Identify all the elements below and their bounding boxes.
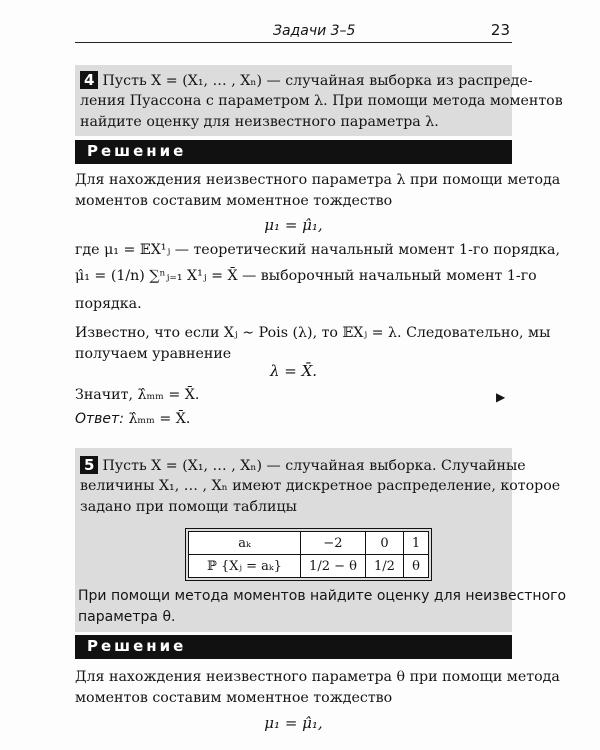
table-cell: ℙ {Xⱼ = aₖ}	[189, 555, 301, 578]
distribution-table	[188, 531, 429, 578]
table-cell: 1/2 − θ	[301, 555, 366, 578]
solution-4-answer	[75, 411, 190, 427]
table-cell: −2	[301, 532, 366, 555]
problem-4-line-2: ления Пуассона с параметром λ. При помощи метода моментов	[80, 93, 563, 109]
table-row	[189, 555, 429, 578]
problem-5-line-4: При помощи метода моментов найдите оценку для неизвестного	[78, 588, 567, 604]
solution-4-label: Решение	[87, 142, 187, 160]
solution-4-line-4: μ̂₁ = (1/n) ∑ⁿⱼ₌₁ X¹ⱼ = X̄ — выборочный начальный момент 1-го	[75, 268, 537, 284]
solution-4-line-1: Для нахождения неизвестного параметра λ при помощи метода	[75, 172, 561, 188]
table-cell: 1/2	[366, 555, 404, 578]
table-cell: aₖ	[189, 532, 301, 555]
header-title: Задачи 3–5	[273, 23, 356, 39]
solution-4-line-8: Значит, λ̂ₘₘ = X̄.	[75, 387, 200, 403]
solution-5-bar	[75, 635, 512, 659]
solution-4-line-6: Известно, что если Xⱼ ∼ Pois (λ), то 𝔼Xⱼ = λ. Следовательно, мы	[75, 325, 551, 341]
problem-5-line-1	[80, 456, 526, 474]
problem-4-number: 4	[80, 71, 98, 89]
problem-4-line-1	[80, 71, 533, 89]
page-number: 23	[490, 21, 510, 39]
solution-5-equation-1: μ₁ = μ̂₁,	[264, 714, 323, 732]
table-row	[189, 532, 429, 555]
end-of-solution-triangle-icon: ▶	[496, 390, 506, 404]
problem-4-line-3: найдите оценку для неизвестного параметра λ.	[80, 114, 439, 130]
problem-4-text-1: Пусть X = (X₁, … , Xₙ) — случайная выборка из распреде-	[102, 73, 533, 89]
solution-4-equation-1: μ₁ = μ̂₁,	[264, 216, 323, 234]
table-cell: 1	[403, 532, 428, 555]
problem-5-line-5: параметра θ.	[78, 609, 176, 625]
answer-value: λ̂ₘₘ = X̄.	[128, 411, 191, 427]
solution-4-line-5: порядка.	[75, 296, 142, 312]
problem-5-line-2: величины X₁, … , Xₙ имеют дискретное распределение, которое	[80, 478, 561, 494]
solution-4-equation-2: λ = X̄.	[269, 362, 318, 380]
answer-label: Ответ:	[75, 411, 124, 427]
header-rule	[75, 42, 512, 43]
solution-5-line-1: Для нахождения неизвестного параметра θ при помощи метода	[75, 669, 560, 685]
problem-5-number: 5	[80, 456, 98, 474]
running-header	[75, 20, 512, 40]
problem-5-text-1: Пусть X = (X₁, … , Xₙ) — случайная выборка. Случайные	[102, 458, 526, 474]
table-cell: 0	[366, 532, 404, 555]
table-cell: θ	[403, 555, 428, 578]
solution-4-line-7: получаем уравнение	[75, 346, 232, 362]
problem-5-line-3: задано при помощи таблицы	[80, 499, 297, 515]
solution-4-bar	[75, 140, 512, 164]
solution-5-line-2: моментов составим моментное тождество	[75, 690, 393, 706]
solution-5-label: Решение	[87, 637, 187, 655]
solution-4-line-3: где μ₁ = 𝔼X¹ⱼ — теоретический начальный момент 1-го порядка,	[75, 242, 560, 258]
solution-4-line-2: моментов составим моментное тождество	[75, 193, 393, 209]
